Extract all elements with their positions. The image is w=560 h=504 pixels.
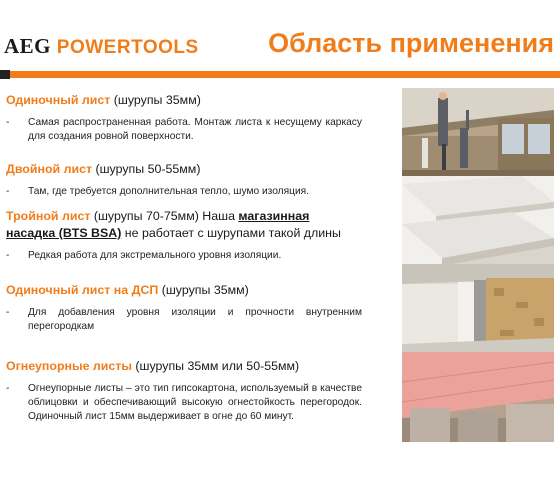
bullet-item xyxy=(6,185,362,199)
section-sheet-on-chipboard xyxy=(6,282,362,334)
bullet-item xyxy=(6,116,362,144)
section-heading xyxy=(6,161,362,178)
bullet-text: Редкая работа для экстремального уровня изоляции. xyxy=(28,250,282,261)
ceiling-installation-photo xyxy=(402,88,554,178)
heading-highlight: Двойной лист xyxy=(6,162,93,176)
logo-aeg: AEG xyxy=(4,34,52,58)
bullet-marker: - xyxy=(6,186,10,197)
heading-highlight: Огнеупорные листы xyxy=(6,359,132,373)
heading-detail: (шурупы 35мм) xyxy=(158,283,249,297)
aeg-logo xyxy=(4,34,199,59)
bullet-text: Самая распространенная работа. Монтаж листа к несущему каркасу для создания ровной поверхности. xyxy=(28,117,362,142)
bullet-item xyxy=(6,306,362,334)
header-divider xyxy=(0,70,560,79)
osb-partition-photo xyxy=(402,264,554,354)
bullet-marker: - xyxy=(6,250,10,261)
drywall-sheets-photo xyxy=(402,176,554,266)
heading-highlight: Тройной лист xyxy=(6,209,91,223)
heading-detail: (шурупы 35мм) xyxy=(110,93,201,107)
section-double-sheet xyxy=(6,161,362,199)
bullet-text: Огнеупорные листы – это тип гипсокартона, используемый в качестве облицовки и обеспечивающий высокую огнестойкость перегородок. Одиночный лист 15мм выдерживает в огне до 60 минут. xyxy=(28,383,362,422)
section-fire-resistant-sheets xyxy=(6,358,362,424)
divider-dark-segment xyxy=(0,70,10,79)
bullet-text: Там, где требуется дополнительная тепло, шумо изоляция. xyxy=(28,186,309,197)
bullet-marker: - xyxy=(6,383,10,394)
section-heading xyxy=(6,282,362,299)
heading-tail: не работает с шурупами такой длины xyxy=(121,226,341,240)
heading-highlight: Одиночный лист xyxy=(6,93,111,107)
heading-underlined-link: магазинная насадка (BTS BSA) xyxy=(6,209,310,240)
heading-detail: (шурупы 70-75мм) Наша xyxy=(90,209,239,223)
bullet-marker: - xyxy=(6,307,10,318)
bullet-text: Для добавления уровня изоляции и прочности внутренним перегородкам xyxy=(28,307,362,332)
section-heading xyxy=(6,358,362,375)
logo-powertools: POWERTOOLS xyxy=(56,37,199,58)
section-heading xyxy=(6,92,362,109)
bullet-marker: - xyxy=(6,117,10,128)
fire-resistant-board-photo xyxy=(402,352,554,442)
heading-detail: (шурупы 50-55мм) xyxy=(92,162,201,176)
heading-detail: (шурупы 35мм или 50-55мм) xyxy=(131,359,300,373)
page-title: Область применения xyxy=(268,28,554,58)
header xyxy=(0,0,560,72)
section-heading xyxy=(6,208,362,242)
bullet-item xyxy=(6,249,362,263)
section-single-sheet xyxy=(6,92,362,144)
divider-orange-bar xyxy=(10,71,560,78)
section-triple-sheet xyxy=(6,208,362,263)
bullet-item xyxy=(6,382,362,424)
heading-highlight: Одиночный лист на ДСП xyxy=(6,283,159,297)
